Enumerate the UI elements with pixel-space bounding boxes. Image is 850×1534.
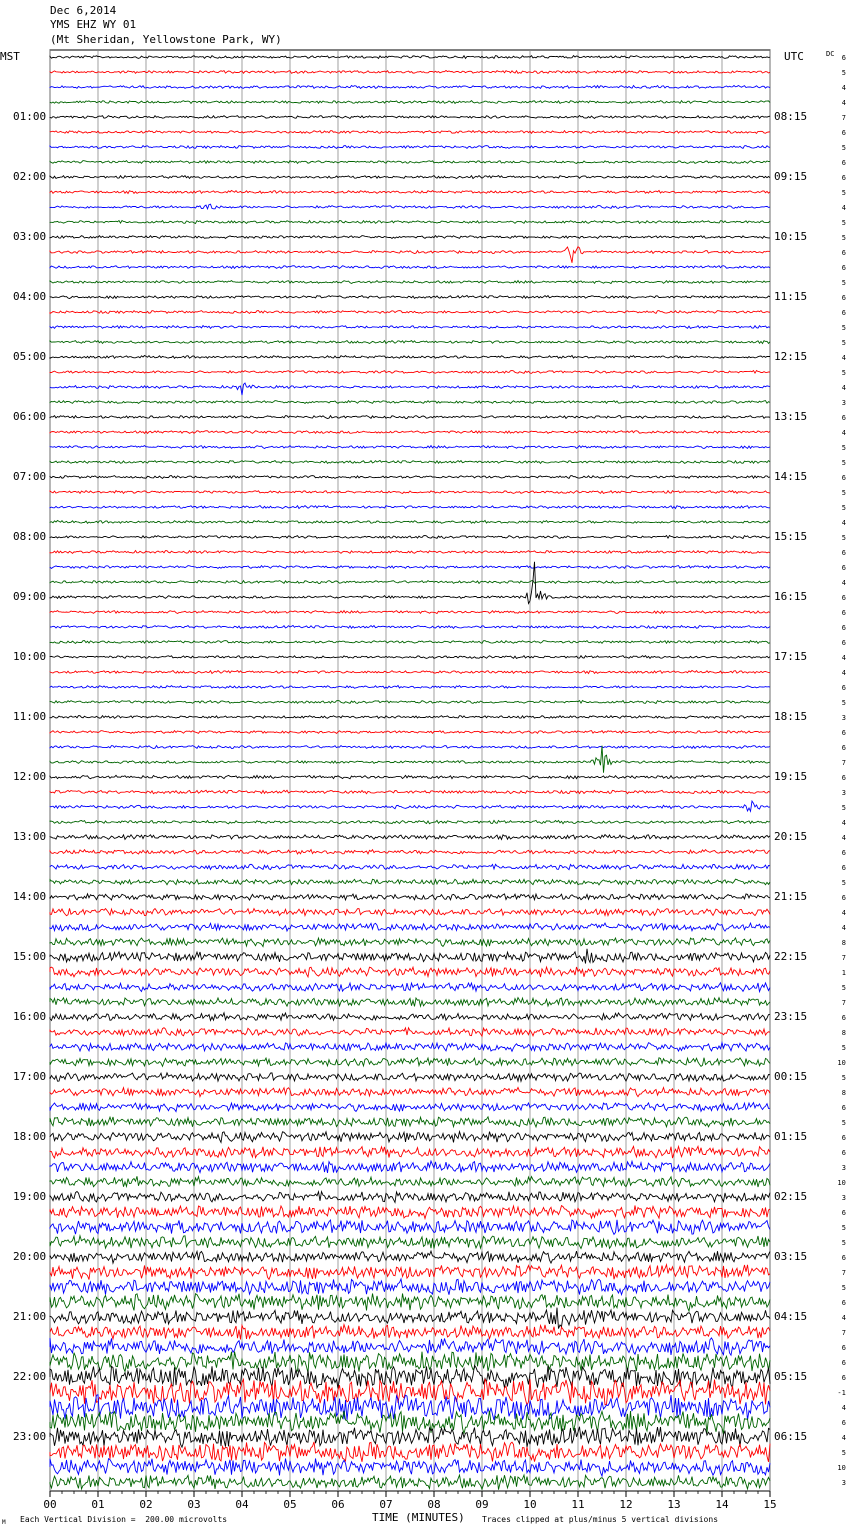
mst-hour-label: 07:00 — [13, 470, 47, 483]
dc-offset-value: 6 — [841, 1209, 846, 1217]
trace-row — [50, 1146, 770, 1158]
mst-hour-label: 21:00 — [13, 1310, 47, 1323]
x-axis-title: TIME (MINUTES) — [372, 1511, 465, 1524]
trace-row — [50, 431, 770, 434]
trace-row — [50, 1176, 770, 1187]
dc-offset-value: 6 — [841, 1149, 846, 1157]
x-tick-label: 14 — [715, 1498, 729, 1511]
mst-hour-label: 13:00 — [13, 830, 47, 843]
dc-offset-value: 6 — [841, 309, 846, 317]
dc-offset-value: -1 — [837, 1389, 846, 1397]
utc-hour-label: 17:15 — [774, 650, 808, 663]
trace-row — [50, 581, 770, 584]
dc-offset-value: 6 — [841, 624, 846, 632]
dc-offset-value: 6 — [841, 849, 846, 857]
station-code: YMS EHZ WY 01 — [50, 18, 137, 31]
x-tick-label: 01 — [91, 1498, 105, 1511]
trace-row — [50, 281, 770, 284]
dc-offset-value: 6 — [841, 744, 846, 752]
x-tick-label: 11 — [571, 1498, 585, 1511]
trace-row — [50, 161, 770, 164]
dc-offset-value: 5 — [841, 324, 846, 332]
trace-row — [50, 746, 770, 749]
dc-offset-value: 6 — [841, 774, 846, 782]
utc-hour-label: 02:15 — [774, 1190, 808, 1203]
trace-row — [50, 1028, 770, 1037]
trace-row — [50, 446, 770, 449]
trace-row — [50, 938, 770, 947]
trace-row — [50, 1427, 770, 1448]
trace-row — [50, 383, 770, 395]
trace-row — [50, 923, 770, 931]
utc-hour-label: 16:15 — [774, 590, 808, 603]
dc-offset-value: 5 — [841, 189, 846, 197]
mst-hour-label: 15:00 — [13, 950, 47, 963]
trace-row — [50, 626, 770, 629]
dc-offset-value: 5 — [841, 1239, 846, 1247]
dc-offset-value: 6 — [841, 1104, 846, 1112]
dc-offset-value: 5 — [841, 984, 846, 992]
dc-offset-value: 7 — [841, 114, 846, 122]
dc-offset-value: 1 — [841, 969, 846, 977]
trace-row — [50, 131, 770, 134]
dc-offset-value: 4 — [841, 384, 846, 392]
trace-row — [50, 1475, 770, 1490]
vertical-scale-note: Each Vertical Division = 200.00 microvolts — [20, 1515, 228, 1524]
mst-hour-label: 05:00 — [13, 350, 47, 363]
trace-row — [50, 146, 770, 149]
dc-offset-value: 5 — [841, 1284, 846, 1292]
utc-hour-label: 14:15 — [774, 470, 808, 483]
dc-offset-value: 5 — [841, 1074, 846, 1082]
dc-offset-value: 5 — [841, 699, 846, 707]
dc-offset-value: 4 — [841, 1314, 846, 1322]
trace-row — [50, 998, 770, 1007]
trace-row — [50, 266, 770, 269]
utc-hour-label: 08:15 — [774, 110, 808, 123]
trace-row — [50, 1043, 770, 1052]
mst-hour-label: 22:00 — [13, 1370, 47, 1383]
trace-row — [50, 701, 770, 704]
trace-row — [50, 1132, 770, 1143]
dc-offset-value: 6 — [841, 1359, 846, 1367]
x-tick-label: 06 — [331, 1498, 345, 1511]
mst-hour-label: 02:00 — [13, 170, 47, 183]
dc-offset-value: 5 — [841, 489, 846, 497]
mst-hour-label: 16:00 — [13, 1010, 47, 1023]
dc-offset-value: 5 — [841, 459, 846, 467]
dc-offset-value: 6 — [841, 864, 846, 872]
x-tick-label: 03 — [187, 1498, 201, 1511]
dc-offset-value: 7 — [841, 1269, 846, 1277]
corner-mark: M — [2, 1519, 6, 1526]
dc-offset-value: 5 — [841, 804, 846, 812]
dc-offset-value: 3 — [841, 399, 846, 407]
dc-offset-value: 5 — [841, 1224, 846, 1232]
dc-offset-value: 6 — [841, 549, 846, 557]
mst-hour-label: 11:00 — [13, 710, 47, 723]
dc-offset-value: 10 — [837, 1059, 846, 1067]
trace-row — [50, 656, 770, 659]
x-tick-label: 10 — [523, 1498, 537, 1511]
dc-offset-value: 6 — [841, 594, 846, 602]
x-tick-label: 04 — [235, 1498, 249, 1511]
trace-row — [50, 341, 770, 344]
dc-offset-value: 7 — [841, 999, 846, 1007]
dc-column-label: DC — [826, 50, 835, 58]
trace-row — [50, 311, 770, 314]
dc-offset-value: 4 — [841, 1404, 846, 1412]
dc-offset-value: 4 — [841, 909, 846, 917]
mst-hour-label: 09:00 — [13, 590, 47, 603]
utc-hour-label: 19:15 — [774, 770, 808, 783]
dc-offset-value: 5 — [841, 144, 846, 152]
dc-offset-value: 4 — [841, 579, 846, 587]
trace-row — [50, 686, 770, 689]
dc-offset-value: 6 — [841, 1419, 846, 1427]
dc-offset-value: 5 — [841, 1044, 846, 1052]
dc-offset-value: 4 — [841, 669, 846, 677]
trace-row — [50, 1192, 770, 1203]
trace-row — [50, 835, 770, 840]
x-tick-label: 13 — [667, 1498, 681, 1511]
trace-row — [50, 401, 770, 404]
trace-row — [50, 1442, 770, 1462]
x-tick-label: 07 — [379, 1498, 393, 1511]
utc-hour-label: 01:15 — [774, 1130, 808, 1143]
dc-offset-value: 4 — [841, 1434, 846, 1442]
utc-hour-label: 03:15 — [774, 1250, 808, 1263]
trace-row — [50, 1411, 770, 1434]
x-tick-label: 12 — [619, 1498, 633, 1511]
dc-offset-value: 6 — [841, 129, 846, 137]
trace-row — [50, 461, 770, 464]
trace-row — [50, 536, 770, 539]
dc-offset-value: 3 — [841, 789, 846, 797]
dc-offset-value: 6 — [841, 1014, 846, 1022]
trace-row — [50, 1088, 770, 1097]
trace-row — [50, 1308, 770, 1329]
utc-hour-label: 22:15 — [774, 950, 808, 963]
trace-row — [50, 908, 770, 915]
trace-row — [50, 326, 770, 329]
x-tick-label: 00 — [43, 1498, 57, 1511]
dc-offset-value: 5 — [841, 1449, 846, 1457]
dc-offset-value: 4 — [841, 99, 846, 107]
trace-row — [50, 879, 770, 885]
trace-row — [50, 1352, 770, 1373]
trace-row — [50, 416, 770, 419]
dc-offset-value: 6 — [841, 1134, 846, 1142]
dc-offset-value: 5 — [841, 69, 846, 77]
dc-offset-value: 6 — [841, 1344, 846, 1352]
trace-row — [50, 1366, 770, 1389]
dc-offset-value: 8 — [841, 1089, 846, 1097]
trace-row — [50, 1073, 770, 1081]
trace-row — [50, 296, 770, 299]
dc-offset-value: 10 — [837, 1179, 846, 1187]
utc-hour-label: 21:15 — [774, 890, 808, 903]
trace-row — [50, 850, 770, 854]
dc-offset-value: 3 — [841, 1479, 846, 1487]
x-tick-label: 02 — [139, 1498, 153, 1511]
mst-hour-label: 10:00 — [13, 650, 47, 663]
dc-offset-value: 7 — [841, 759, 846, 767]
station-location: (Mt Sheridan, Yellowstone Park, WY) — [50, 33, 282, 46]
dc-offset-value: 6 — [841, 474, 846, 482]
utc-hour-label: 06:15 — [774, 1430, 808, 1443]
trace-row — [50, 967, 770, 977]
dc-offset-value: 5 — [841, 534, 846, 542]
trace-row — [50, 371, 770, 374]
trace-row — [50, 521, 770, 524]
dc-offset-value: 5 — [841, 504, 846, 512]
x-tick-label: 09 — [475, 1498, 489, 1511]
dc-offset-value: 3 — [841, 1164, 846, 1172]
dc-offset-value: 8 — [841, 939, 846, 947]
trace-row — [50, 116, 770, 119]
mst-hour-label: 06:00 — [13, 410, 47, 423]
trace-row — [50, 1338, 770, 1355]
mst-hour-label: 08:00 — [13, 530, 47, 543]
dc-offset-value: 4 — [841, 924, 846, 932]
trace-row — [50, 551, 770, 554]
trace-row — [50, 56, 770, 59]
dc-offset-value: 8 — [841, 1029, 846, 1037]
trace-row — [50, 176, 770, 179]
dc-offset-value: 6 — [841, 684, 846, 692]
dc-offset-value: 7 — [841, 1329, 846, 1337]
date-title: Dec 6,2014 — [50, 4, 117, 17]
dc-offset-value: 4 — [841, 429, 846, 437]
mst-hour-label: 23:00 — [13, 1430, 47, 1443]
dc-offset-value: 4 — [841, 354, 846, 362]
trace-row — [50, 790, 770, 794]
mst-hour-label: 19:00 — [13, 1190, 47, 1203]
trace-row — [50, 820, 770, 823]
mst-hour-label: 04:00 — [13, 290, 47, 303]
dc-offset-value: 4 — [841, 834, 846, 842]
dc-offset-value: 7 — [841, 954, 846, 962]
dc-offset-value: 6 — [841, 294, 846, 302]
dc-offset-value: 5 — [841, 219, 846, 227]
mst-hour-label: 01:00 — [13, 110, 47, 123]
utc-hour-label: 15:15 — [774, 530, 808, 543]
dc-offset-value: 6 — [841, 159, 846, 167]
trace-row — [50, 775, 770, 779]
dc-offset-value: 3 — [841, 1194, 846, 1202]
dc-offset-value: 6 — [841, 894, 846, 902]
dc-offset-value: 6 — [841, 54, 846, 62]
dc-offset-value: 6 — [841, 1374, 846, 1382]
trace-row — [50, 1117, 770, 1127]
trace-row — [50, 1251, 770, 1263]
utc-hour-label: 11:15 — [774, 290, 808, 303]
trace-row — [50, 1294, 770, 1312]
trace-row — [50, 1103, 770, 1112]
trace-row — [50, 1161, 770, 1173]
utc-hour-label: 00:15 — [774, 1070, 808, 1083]
dc-offset-value: 6 — [841, 609, 846, 617]
utc-hour-label: 23:15 — [774, 1010, 808, 1023]
dc-offset-value: 4 — [841, 204, 846, 212]
trace-row — [50, 1459, 770, 1477]
trace-row — [50, 356, 770, 359]
trace-row — [50, 1236, 770, 1249]
utc-hour-label: 09:15 — [774, 170, 808, 183]
dc-offset-value: 5 — [841, 1119, 846, 1127]
trace-row — [50, 983, 770, 992]
mst-hour-label: 17:00 — [13, 1070, 47, 1083]
mst-hour-label: 18:00 — [13, 1130, 47, 1143]
trace-row — [50, 221, 770, 224]
dc-offset-value: 5 — [841, 879, 846, 887]
dc-offset-value: 3 — [841, 714, 846, 722]
dc-offset-value: 4 — [841, 519, 846, 527]
mst-hour-label: 03:00 — [13, 230, 47, 243]
trace-row — [50, 641, 770, 644]
trace-row — [50, 1265, 770, 1280]
trace-row — [50, 86, 770, 89]
mst-hour-label: 12:00 — [13, 770, 47, 783]
dc-offset-value: 6 — [841, 639, 846, 647]
utc-hour-label: 18:15 — [774, 710, 808, 723]
utc-hour-label: 20:15 — [774, 830, 808, 843]
trace-row — [50, 247, 770, 263]
mst-hour-label: 14:00 — [13, 890, 47, 903]
trace-row — [50, 506, 770, 509]
dc-offset-value: 6 — [841, 564, 846, 572]
dc-offset-value: 6 — [841, 729, 846, 737]
utc-hour-label: 13:15 — [774, 410, 808, 423]
trace-row — [50, 204, 770, 209]
dc-offset-value: 6 — [841, 249, 846, 257]
x-tick-label: 15 — [763, 1498, 777, 1511]
dc-offset-value: 6 — [841, 264, 846, 272]
dc-offset-value: 5 — [841, 339, 846, 347]
mst-axis-label: MST — [0, 50, 20, 63]
trace-row — [50, 101, 770, 104]
trace-row — [50, 864, 770, 869]
trace-row — [50, 71, 770, 74]
dc-offset-value: 4 — [841, 84, 846, 92]
dc-offset-value: 6 — [841, 1299, 846, 1307]
trace-row — [50, 716, 770, 719]
trace-row — [50, 1013, 770, 1021]
utc-hour-label: 10:15 — [774, 230, 808, 243]
dc-offset-value: 5 — [841, 279, 846, 287]
dc-offset-value: 4 — [841, 654, 846, 662]
trace-row — [50, 1279, 770, 1295]
dc-offset-value: 10 — [837, 1464, 846, 1472]
trace-row — [50, 236, 770, 239]
dc-offset-value: 4 — [841, 819, 846, 827]
trace-row — [50, 671, 770, 674]
dc-offset-value: 6 — [841, 414, 846, 422]
utc-hour-label: 05:15 — [774, 1370, 808, 1383]
trace-row — [50, 801, 770, 811]
trace-row — [50, 1325, 770, 1340]
dc-offset-value: 5 — [841, 444, 846, 452]
trace-row — [50, 566, 770, 569]
trace-row — [50, 1206, 770, 1219]
trace-row — [50, 949, 770, 964]
trace-row — [50, 1058, 770, 1067]
clip-note: Traces clipped at plus/minus 5 vertical divisions — [482, 1515, 719, 1524]
x-tick-label: 05 — [283, 1498, 297, 1511]
utc-hour-label: 12:15 — [774, 350, 808, 363]
trace-row — [50, 1220, 770, 1235]
trace-row — [50, 476, 770, 479]
trace-row — [50, 894, 770, 900]
trace-row — [50, 746, 770, 773]
trace-row — [50, 191, 770, 194]
dc-offset-value: 6 — [841, 1254, 846, 1262]
trace-row — [50, 491, 770, 494]
dc-offset-value: 5 — [841, 369, 846, 377]
mst-hour-label: 20:00 — [13, 1250, 47, 1263]
trace-row — [50, 731, 770, 734]
trace-row — [50, 611, 770, 614]
dc-offset-value: 5 — [841, 234, 846, 242]
dc-offset-value: 6 — [841, 174, 846, 182]
x-tick-label: 08 — [427, 1498, 441, 1511]
utc-axis-label: UTC — [784, 50, 804, 63]
utc-hour-label: 04:15 — [774, 1310, 808, 1323]
